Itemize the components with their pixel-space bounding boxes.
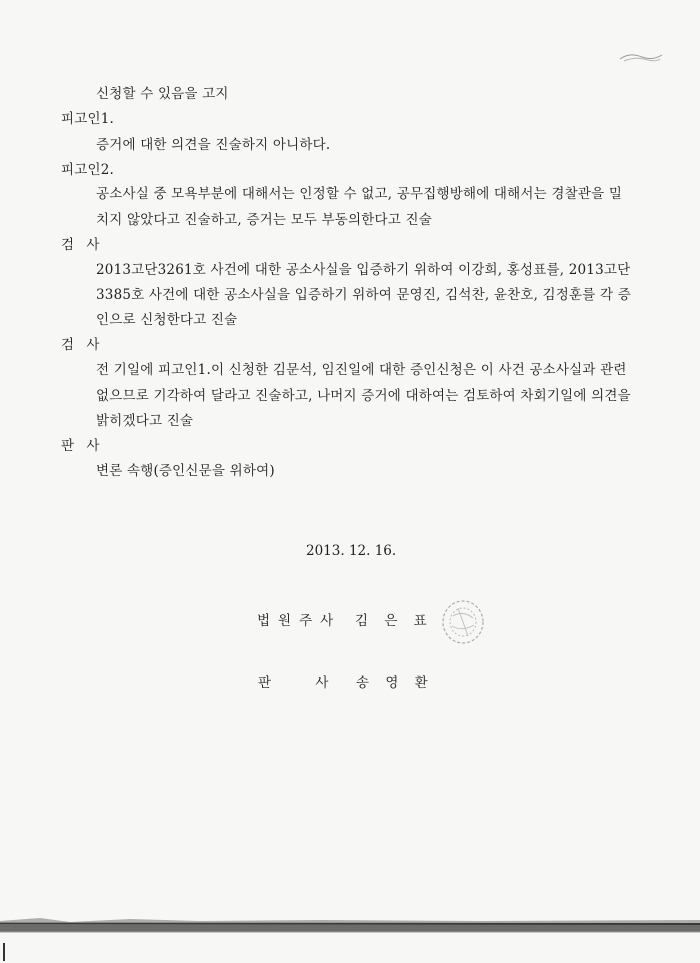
seal-stamp xyxy=(438,596,488,648)
text-line: 밝히겠다고 진술 xyxy=(96,413,194,429)
text-line: 신청할 수 있음을 고지 xyxy=(96,86,229,102)
prosecutor-label: 검 사 xyxy=(61,237,104,253)
text-line: 인으로 신청한다고 진술 xyxy=(96,312,238,328)
scan-edge-mark xyxy=(3,943,5,961)
text-line: 변론 속행(증인신문을 위하여) xyxy=(96,463,275,479)
defendant1-label: 피고인1. xyxy=(61,111,115,127)
scan-mark-top-right xyxy=(618,50,664,66)
judge-name: 송 영 환 xyxy=(356,675,434,691)
text-line: 2013고단3261호 사건에 대한 공소사실을 입증하기 위하여 이강희, 홍성표를, 2013고단 xyxy=(96,262,631,278)
clerk-name: 김 은 표 xyxy=(355,613,433,629)
judge-label: 판 사 xyxy=(61,438,104,454)
text-line: 없으므로 기각하여 달라고 진술하고, 나머지 증거에 대하여는 검토하여 차회기일에 의견을 xyxy=(96,388,631,404)
text-line: 치지 않았다고 진술하고, 증거는 모두 부동의한다고 진술 xyxy=(96,212,432,228)
text-line: 증거에 대한 의견을 진술하지 아니하다. xyxy=(96,137,331,153)
document-date: 2013. 12. 16. xyxy=(306,543,397,559)
text-line: 전 기일에 피고인1.이 신청한 김문석, 임진일에 대한 증인신청은 이 사건 공소사실과 관련 xyxy=(96,362,627,378)
clerk-title: 법원주사 xyxy=(257,613,342,629)
text-line: 3385호 사건에 대한 공소사실을 입증하기 위하여 문영진, 김석찬, 윤찬호, 김정훈를 각 증 xyxy=(96,287,631,303)
judge-title: 판 사 xyxy=(258,675,329,691)
prosecutor-label: 검 사 xyxy=(61,337,104,353)
scan-edge-bottom xyxy=(0,905,700,935)
text-line: 공소사실 중 모욕부분에 대해서는 인정할 수 없고, 공무집행방해에 대해서는 경찰관을 밀 xyxy=(96,186,623,202)
defendant2-label: 피고인2. xyxy=(61,162,115,178)
